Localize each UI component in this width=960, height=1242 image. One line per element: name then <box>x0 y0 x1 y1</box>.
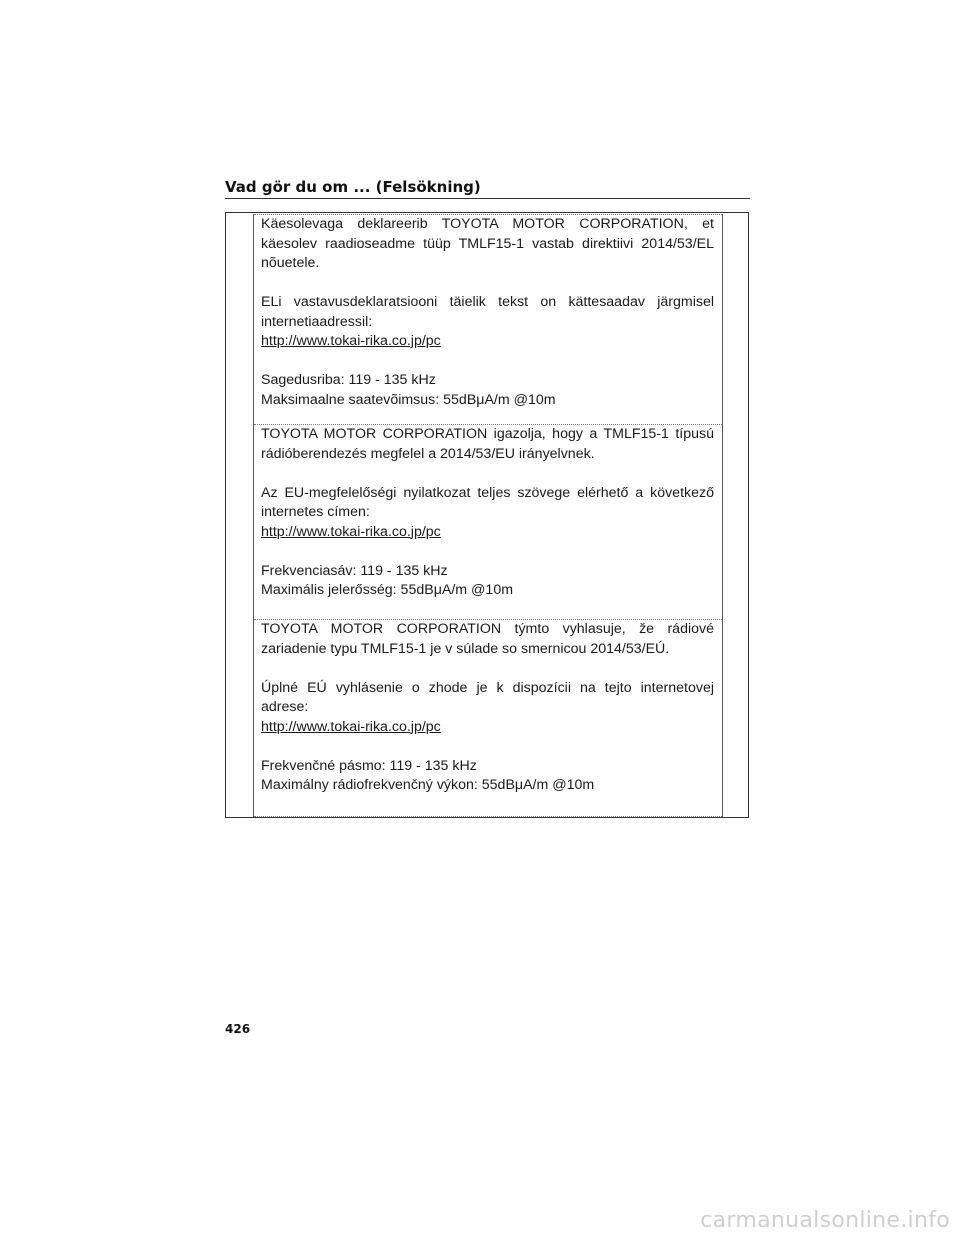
declaration-url-link[interactable]: http://www.tokai-rika.co.jp/pc <box>261 333 441 349</box>
frequency-band-text: Frekvenčné pásmo: 119 - 135 kHz <box>261 757 477 774</box>
max-power-text: Maximális jelerősség: 55dBμA/m @10m <box>261 582 514 598</box>
full-text-notice: ELi vastavusdeklaratsiooni täielik tekst on kättesaadav järgmisel internetiaadressil: <box>261 294 714 330</box>
full-text-notice: Úplné EÚ vyhlásenie o zhode je k dispozícii na tejto internetovej adrese: <box>261 679 714 715</box>
compliance-text-column <box>253 214 723 817</box>
declaration-url-link[interactable]: http://www.tokai-rika.co.jp/pc <box>261 718 441 735</box>
declaration-url-link[interactable]: http://www.tokai-rika.co.jp/pc <box>261 523 441 540</box>
page-number: 426 <box>225 1022 251 1036</box>
watermark: carmanualsonline.info <box>700 1208 950 1233</box>
frequency-band-text: Frekvenciasáv: 119 - 135 kHz <box>261 562 448 579</box>
max-power-text: Maximálny rádiofrekvenčný výkon: 55dBμA/m @10m <box>261 777 595 793</box>
declaration-text: TOYOTA MOTOR CORPORATION týmto vyhlasuje, že rádiové zariadenie typu TMLF15-1 je v súlade so smernicou 2014/53/EÚ. <box>261 621 714 657</box>
max-power-text: Maksimaalne saatevõimsus: 55dBμA/m @10m <box>261 391 556 408</box>
compliance-section-slovak <box>254 620 722 817</box>
compliance-section-hungarian <box>254 425 722 620</box>
compliance-table <box>225 212 749 818</box>
header-divider <box>225 198 750 199</box>
declaration-text: TOYOTA MOTOR CORPORATION igazolja, hogy a TMLF15-1 típusú rádióberendezés megfelel a 2014/53/EU irányelvnek. <box>261 426 714 462</box>
page-section-title: Vad gör du om ... (Felsökning) <box>225 178 481 196</box>
full-text-notice: Az EU-megfelelőségi nyilatkozat teljes szövege elérhető a következő internetes címen: <box>261 484 714 520</box>
frequency-band-text: Sagedusriba: 119 - 135 kHz <box>261 372 436 388</box>
compliance-section-estonian <box>254 214 722 425</box>
declaration-text: Käesolevaga deklareerib TOYOTA MOTOR CORPORATION, et käesolev raadioseadme tüüp TMLF15-1 vastab direktiivi 2014/53/EL nõuetele. <box>261 216 714 271</box>
